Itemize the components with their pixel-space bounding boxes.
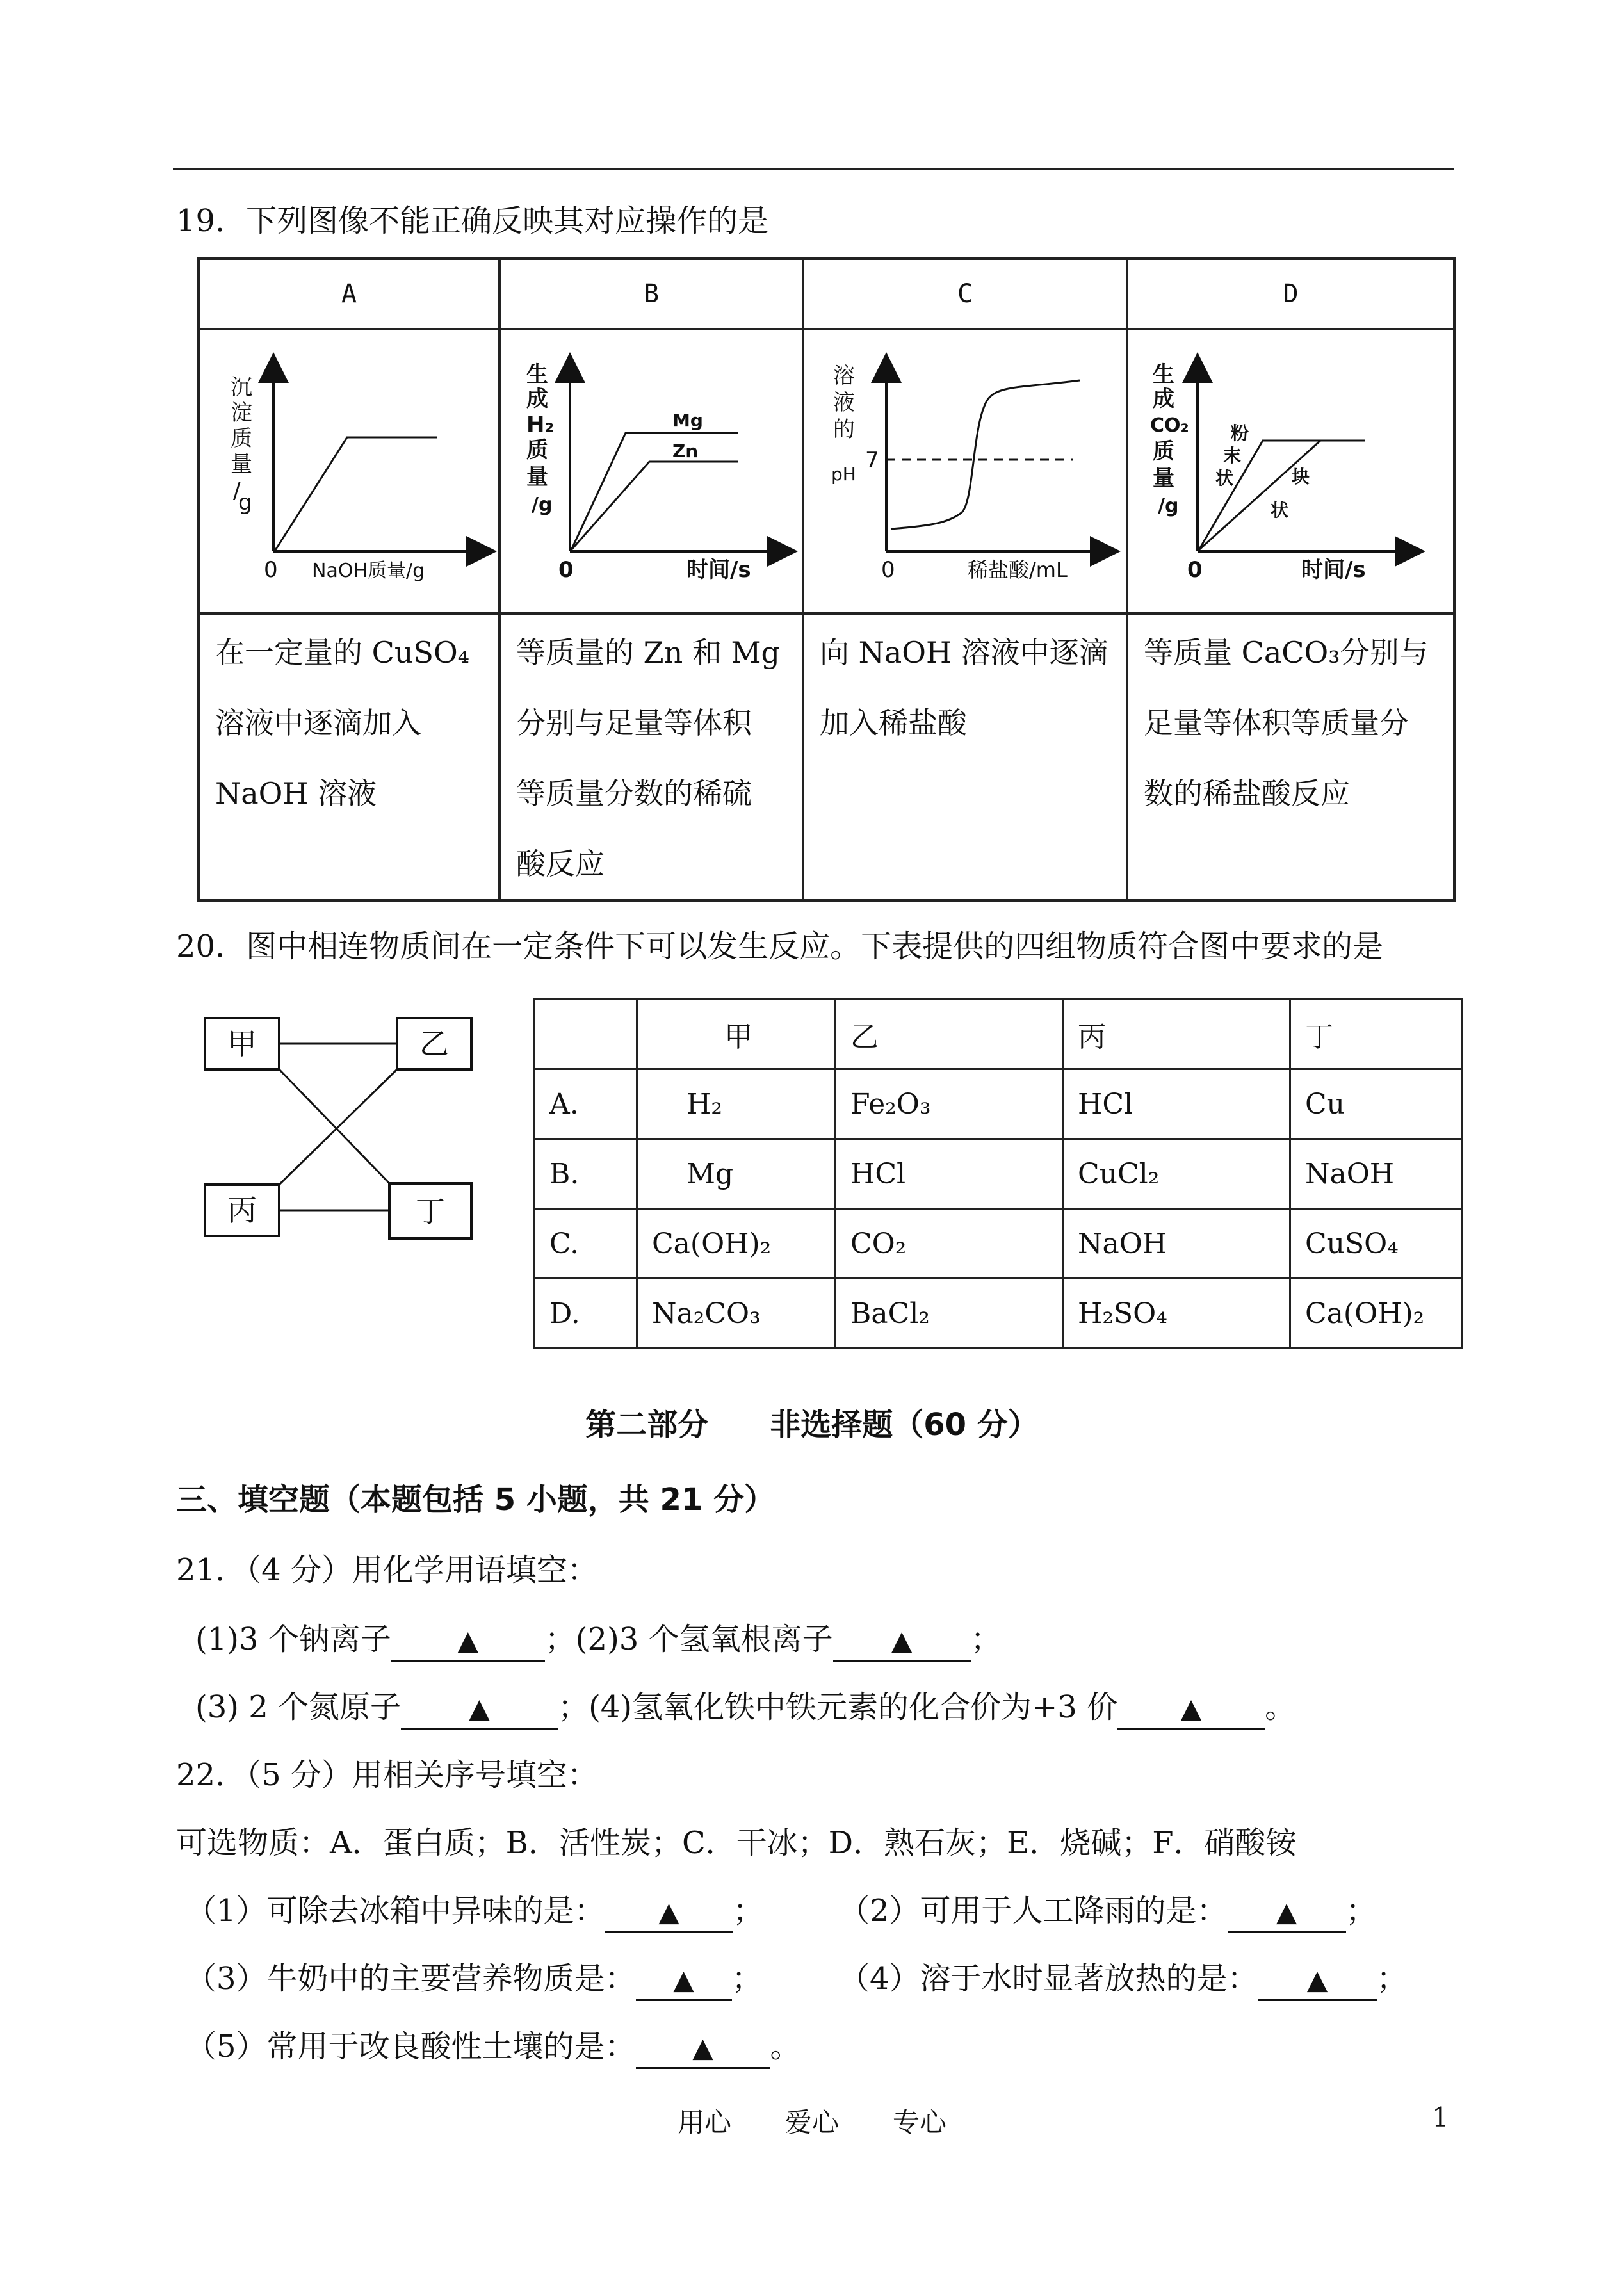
desc-line: 溶液中逐滴加入 [215,706,421,740]
q22-options: 可选物质：A．蛋白质；B．活性炭；C．干冰；D．熟石灰；E．烧碱；F．硝酸铵 [176,1825,1297,1861]
q22-item1 [186,1892,764,1933]
powder-label-1: 末 [1223,445,1242,466]
q20-row-d-label: D. [535,1279,637,1349]
q19-desc-d [1127,613,1454,900]
answer-blank-7[interactable] [636,1959,732,2001]
q19-header-c: C [803,259,1127,329]
desc-line: 等质量的 Zn 和 Mg [516,635,781,670]
powder-label-2: 状 [1215,467,1234,489]
q19-graph-b [499,329,803,613]
ylabel-4: 量 [526,464,548,490]
answer-blank-1[interactable] [391,1620,545,1662]
answer-blank-9[interactable] [636,2027,770,2069]
ylabel-2: 质 [231,426,252,451]
answer-blank-8[interactable] [1258,1959,1377,2001]
lump-label-1: 状 [1271,499,1289,521]
q20-header-ding: 丁 [1290,999,1462,1069]
desc-line: 足量等体积等质量分 [1144,706,1409,740]
q20-row-d-bing: H₂SO₄ [1063,1279,1290,1349]
punct: 。 [1265,1689,1296,1725]
powder-label-0: 粉 [1231,423,1249,444]
desc-line: NaOH 溶液 [215,776,377,811]
q20-row-c-ding: CuSO₄ [1290,1209,1462,1279]
triangle-icon: ▲ [1276,1896,1297,1927]
label-jia: 甲 [227,1026,257,1061]
q20-row-b-label: B. [535,1139,637,1209]
ylabel-0: 生 [1153,362,1174,387]
desc-line: 数的稀盐酸反应 [1144,776,1350,811]
q19-header-d: D [1127,259,1454,329]
ylabel-0: 溶 [833,363,855,389]
ylabel-4: / [233,478,241,504]
xlabel: 时间/s [1301,557,1366,583]
q20-header-jia: 甲 [637,999,836,1069]
q19-header-b: B [499,259,803,329]
ylabel-5: /g [1158,495,1179,517]
q20-row-c-bing: NaOH [1063,1209,1290,1279]
triangle-icon: ▲ [891,1625,913,1656]
ylabel-0: 沉 [231,375,252,400]
triangle-icon: ▲ [469,1692,490,1724]
triangle-icon: ▲ [457,1625,478,1656]
punct: ； [1376,1961,1408,1997]
q19-stem: 19．下列图像不能正确反映其对应操作的是 [176,203,769,239]
triangle-icon: ▲ [692,2032,713,2063]
q21-item3: (3) 2 个氮原子 [195,1689,402,1725]
punct: ； [731,1961,763,1997]
q22-item5 [186,2027,801,2069]
graph-a-svg [200,330,498,610]
q21-item4: ；(4)氢氧化铁中铁元素的化合价为+3 价 [558,1689,1118,1725]
triangle-icon: ▲ [673,1964,694,1995]
q20-row-b-jia: Mg [637,1139,836,1209]
q22-item2-text: （2）可用于人工降雨的是： [839,1893,1228,1929]
ylabel-3: 质 [1153,439,1174,464]
q22-item3-text: （3）牛奶中的主要营养物质是： [186,1961,636,1997]
q20-table [533,998,1463,1349]
label-bing: 丙 [227,1193,257,1228]
lump-curve [1199,441,1320,550]
answer-blank-5[interactable] [605,1892,733,1933]
answer-blank-3[interactable] [401,1688,558,1730]
punct: ； [970,1621,1002,1657]
q20-row-c-label: C. [535,1209,637,1279]
q20-row-b-ding: NaOH [1290,1139,1462,1209]
ylabel-4: 量 [1153,466,1174,491]
zn-curve [571,462,738,550]
q20-row-d-ding: Ca(OH)₂ [1290,1279,1462,1349]
ylabel-5: /g [532,494,553,516]
desc-line: 分别与足量等体积 [516,706,752,740]
ylabel-2: H₂ [526,412,555,437]
punct: 。 [770,2029,801,2064]
answer-blank-6[interactable] [1228,1892,1346,1933]
lump-label-0: 块 [1292,466,1310,487]
series-mg-label: Mg [672,410,703,431]
q20-row-d-jia: Na₂CO₃ [637,1279,836,1349]
desc-line: 在一定量的 CuSO₄ [215,635,470,670]
xlabel: 稀盐酸/mL [968,558,1068,582]
ylabel-3: 质 [526,437,548,463]
ylabel-3: pH [831,464,856,485]
q20-row-d-yi: BaCl₂ [836,1279,1063,1349]
desc-line: 酸反应 [516,847,605,881]
ylabel-1: 淀 [231,400,252,426]
label-ding: 丁 [416,1194,445,1229]
q19-header-a: A [199,259,499,329]
q20-header-bing: 丙 [1063,999,1290,1069]
tick-7: 7 [865,448,879,473]
origin: 0 [881,557,895,583]
q22-item4-text: （4）溶于水时显著放热的是： [839,1961,1258,1997]
q22-stem: 22．（5 分）用相关序号填空： [176,1757,598,1793]
q20-row-b-bing: CuCl₂ [1063,1139,1290,1209]
q19-desc-c [803,613,1127,900]
triangle-icon: ▲ [658,1896,679,1927]
footer-motto: 用心 爱心 专心 [677,2107,946,2138]
q20-stem: 20．图中相连物质间在一定条件下可以发生反应。下表提供的四组物质符合图中要求的是 [176,929,1384,964]
xlabel: 时间/s [686,557,751,583]
ph-curve [891,380,1080,529]
q20-row-c-jia: Ca(OH)₂ [637,1209,836,1279]
punct: ； [733,1893,764,1929]
ylabel-1: 成 [526,386,548,412]
q21-line1 [195,1620,1002,1662]
q20-row-a-label: A. [535,1069,637,1139]
ylabel-2: 的 [833,417,855,442]
q22-item4 [839,1959,1408,2001]
q19-desc-b [499,613,803,900]
desc-line: 向 NaOH 溶液中逐滴 [820,635,1108,670]
q22-item1-text: （1）可除去冰箱中异味的是： [186,1893,605,1929]
q21-item1: (1)3 个钠离子 [195,1621,391,1657]
ylabel-0: 生 [526,362,548,387]
header-rule [173,168,1454,170]
q22-item5-text: （5）常用于改良酸性土壤的是： [186,2029,636,2064]
triangle-icon: ▲ [1306,1964,1328,1995]
desc-line: 等质量 CaCO₃分别与 [1144,635,1429,670]
answer-blank-4[interactable] [1117,1688,1265,1730]
mg-curve [571,433,738,550]
q20-row-a-yi: Fe₂O₃ [836,1069,1063,1139]
q20-header-yi: 乙 [836,999,1063,1069]
origin: 0 [558,557,574,583]
punct: ； [1345,1893,1377,1929]
part2-title: 第二部分 非选择题（60 分） [585,1407,1039,1443]
q22-item3 [186,1959,763,2001]
q19-desc-a [199,613,499,900]
answer-blank-2[interactable] [833,1620,971,1662]
ylabel-1: 成 [1153,386,1174,412]
q19-table [197,257,1456,902]
q20-row-a-jia: H₂ [637,1069,836,1139]
section-title: 三、填空题（本题包括 5 小题，共 21 分） [176,1482,775,1518]
graph-b-svg [501,330,802,610]
q19-graph-c [803,329,1127,613]
q21-stem: 21．（4 分）用化学用语填空： [176,1552,598,1588]
ylabel-1: 液 [833,390,855,416]
ylabel-2: CO₂ [1150,414,1189,437]
q21-item2: ；(2)3 个氢氧根离子 [544,1621,833,1657]
label-yi: 乙 [419,1026,449,1061]
xlabel: NaOH质量/g [312,560,425,582]
desc-line: 等质量分数的稀硫 [516,776,752,811]
q22-item2 [839,1892,1377,1933]
q20-row-c-yi: CO₂ [836,1209,1063,1279]
q20-diagram [192,1005,487,1261]
ylabel-5: g [238,490,252,515]
q20-row-b-yi: HCl [836,1139,1063,1209]
desc-line: 加入稀盐酸 [820,706,967,740]
origin: 0 [264,557,278,583]
q20-header-blank [535,999,637,1069]
q21-line2 [195,1688,1295,1730]
page-number: 1 [1432,2102,1449,2133]
q19-graph-a [199,329,499,613]
graph-d-svg [1128,330,1453,610]
graph-c-svg [804,330,1126,610]
precipitate-curve [275,437,437,550]
q20-row-a-bing: HCl [1063,1069,1290,1139]
series-zn-label: Zn [672,441,699,462]
origin: 0 [1187,557,1203,583]
triangle-icon: ▲ [1180,1692,1202,1724]
q20-row-a-ding: Cu [1290,1069,1462,1139]
ylabel-3: 量 [231,451,252,477]
q19-graph-d [1127,329,1454,613]
